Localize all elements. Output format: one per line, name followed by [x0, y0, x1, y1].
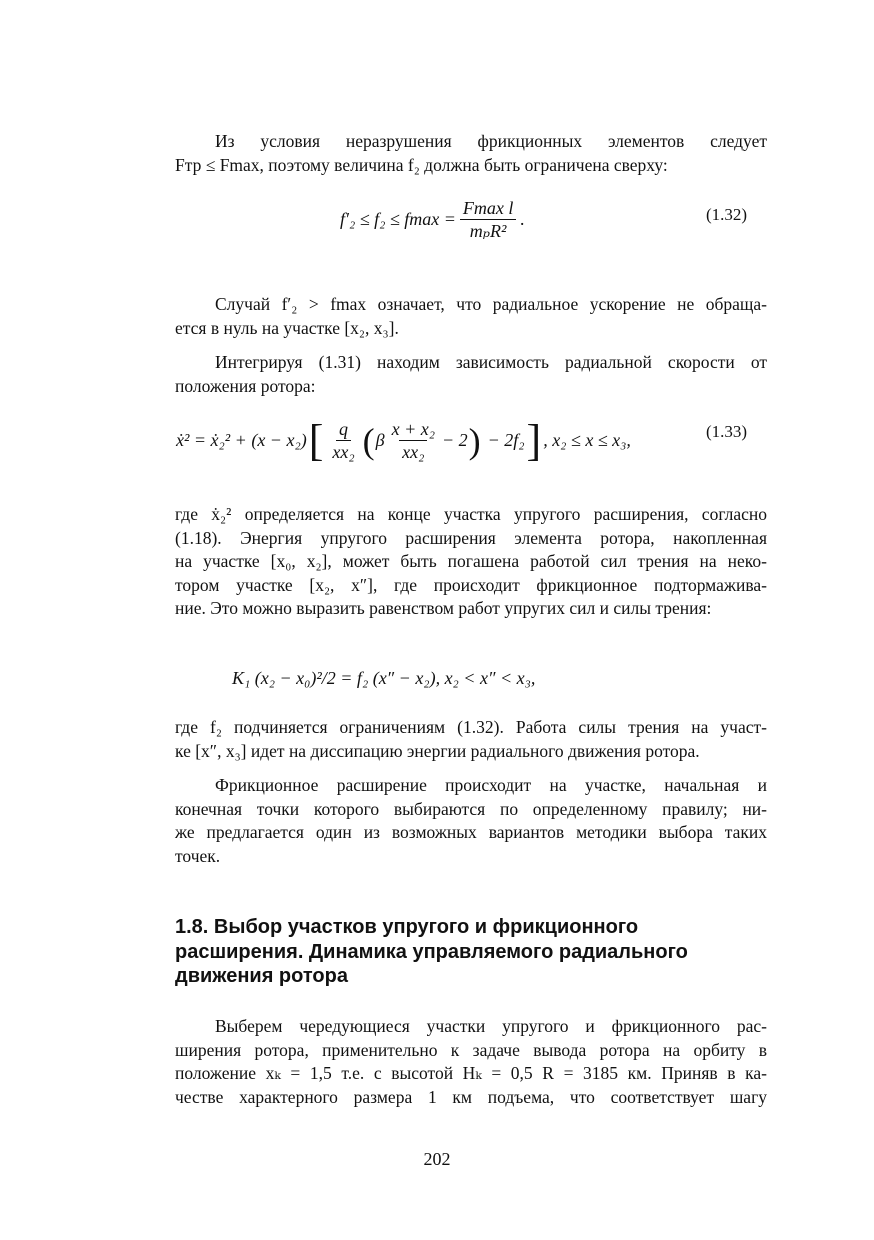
eq-tail: . — [520, 209, 525, 229]
eq-numerator: x + x₂ — [391, 419, 435, 439]
text-line: конечная точки которого выбираются по определенному правилу; ни- — [175, 798, 767, 819]
text-line: положения ротора: — [175, 375, 316, 396]
eq-numerator: q — [336, 418, 351, 441]
text-line: Выберем чередующиеся участки упругого и фрикционного рас- — [215, 1016, 767, 1036]
text-line: тором участке [x₂, x″], где происходит фрикционное подтормажива- — [175, 574, 767, 595]
right-bracket: ] — [526, 415, 542, 465]
eq-denominator: mₚR² — [469, 221, 507, 241]
text-line: же предлагается один из возможных вариантов методики выбора таких — [175, 822, 767, 843]
text-line: где f₂ подчиняется ограничениям (1.32). Работа силы трения на участ- — [175, 717, 767, 737]
paragraph-integrating — [175, 351, 767, 398]
eq-fraction — [460, 197, 516, 242]
text-line: ке [x″, x₃] идет на диссипацию энергии радиального движения ротора. — [175, 740, 700, 761]
eq-fraction-x — [389, 418, 438, 463]
eq-text: K₁ (x₂ − x₀)²/2 = f₂ (x″ − x₂), x₂ < x″ < x₃, — [232, 668, 536, 688]
eq-fraction-q — [329, 418, 357, 463]
equation-energy-balance — [232, 668, 535, 689]
equation-1-33 — [176, 415, 631, 465]
text-line: ширения ротора, применительно к задаче вывода ротора на орбиту в — [175, 1039, 767, 1060]
eq-beta: β — [375, 430, 385, 450]
text-line: ние. Это можно выразить равенством работ упругих сил и силы трения: — [175, 598, 712, 619]
paragraph-where-f2 — [175, 716, 767, 763]
paragraph-friction-expansion — [175, 774, 767, 868]
eq-numerator: Fmax l — [460, 197, 516, 220]
text-line: (1.18). Энергия упругого расширения элемента ротора, накопленная — [175, 527, 767, 548]
paragraph-choose-segments — [175, 1015, 767, 1109]
text-line: точек. — [175, 845, 221, 866]
page-number: 202 — [423, 1149, 451, 1169]
eq-denominator: xx₂ — [399, 440, 427, 463]
paragraph-friction-condition — [175, 130, 767, 177]
eq-minus-2f2: − 2f₂ — [487, 430, 525, 450]
heading-line: 1.8. Выбор участков упругого и фрикционного — [175, 916, 639, 938]
text-line: Фрикционное расширение происходит на участке, начальная и — [215, 775, 767, 795]
heading-line: движения ротора — [175, 965, 348, 987]
left-bracket: [ — [308, 415, 324, 465]
equation-1-32 — [340, 197, 525, 242]
left-paren: ( — [362, 420, 375, 461]
text-line: Fтр ≤ Fmax, поэтому величина f₂ должна быть ограничена сверху: — [175, 154, 668, 175]
text-line: Интегрируя (1.31) находим зависимость радиальной скорости от — [215, 352, 767, 372]
text-line: положение xₖ = 1,5 т.е. с высотой Hₖ = 0,5 R = 3185 км. Приняв в ка- — [175, 1063, 767, 1084]
eq-tail: , x₂ ≤ x ≤ x₃, — [543, 430, 631, 450]
heading-line: расширения. Динамика управляемого радиального — [175, 940, 688, 963]
eq-denominator: xx₂ — [332, 442, 355, 462]
text-line: Случай f′₂ > fmax означает, что радиальное ускорение не обраща- — [215, 294, 767, 314]
equation-number: (1.32) — [706, 205, 748, 224]
text-line: ется в нуль на участке [x₂, x₃]. — [175, 317, 399, 338]
text-line: на участке [x₀, x₂], может быть погашена работой сил трения на неко- — [175, 551, 767, 572]
text-line: Из условия неразрушения фрикционных элементов следует — [215, 131, 767, 151]
eq-lhs: ẋ² = ẋ₂² + (x − x₂) — [176, 430, 307, 450]
equation-number: (1.33) — [706, 422, 748, 441]
paragraph-case — [175, 293, 767, 340]
eq-lhs: f′₂ ≤ f₂ ≤ fmax = — [340, 209, 456, 229]
right-paren: ) — [468, 420, 481, 461]
text-line: где ẋ₂² определяется на конце участка упругого расширения, согласно — [175, 504, 767, 524]
paragraph-where-x2 — [175, 503, 767, 621]
text-line: честве характерного размера 1 км подъема, что соответствует шагу — [175, 1086, 767, 1107]
section-heading — [175, 915, 765, 989]
eq-minus-two: − 2 — [441, 430, 468, 450]
